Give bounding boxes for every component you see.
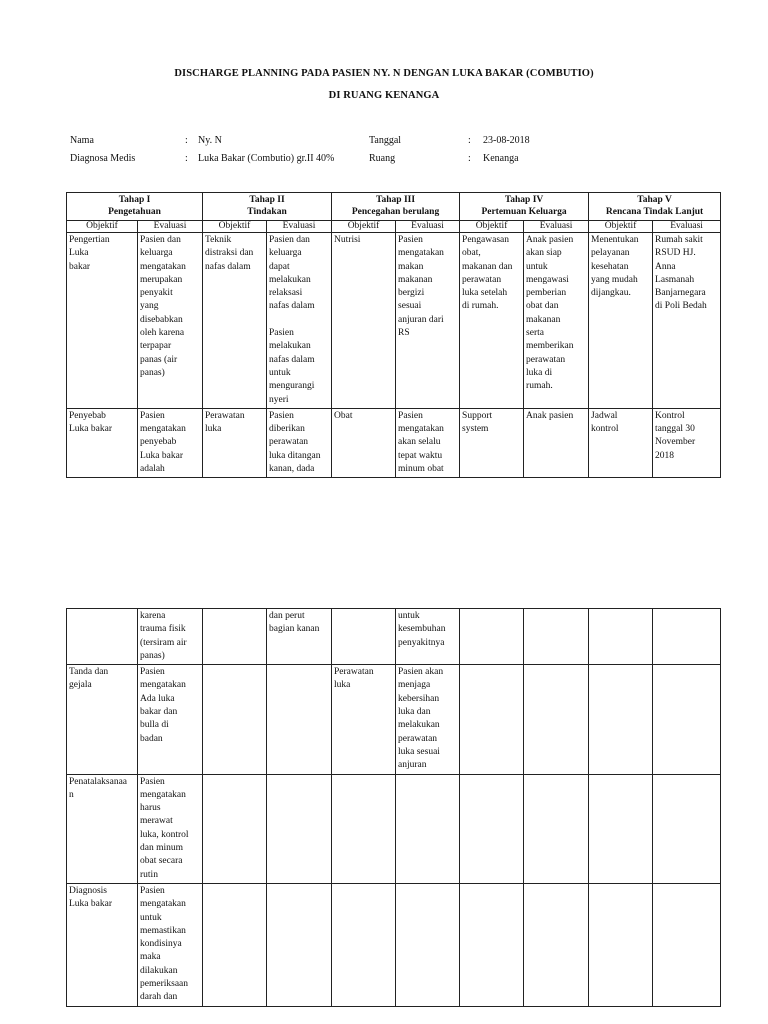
table-cell (203, 665, 267, 774)
stage-name: Tindakan (247, 207, 287, 217)
tanggal-label: Tanggal (369, 135, 402, 146)
subheader-evaluasi: Evaluasi (267, 221, 332, 233)
table-row (67, 774, 721, 883)
table-cell: Anak pasien akan siap untuk mengawasi pemberian obat dan makanan serta memberikan perawatan luka di rumah. (524, 233, 589, 409)
table-cell (460, 609, 524, 665)
nama-colon: : (185, 135, 188, 146)
discharge-table-page1 (66, 192, 721, 478)
subheader-objektif: Objektif (589, 221, 653, 233)
subheader-objektif: Objektif (203, 221, 267, 233)
stage-label: Tahap II (249, 195, 285, 205)
stage-name: Pengetahuan (108, 207, 161, 217)
nama-value: Ny. N (198, 135, 222, 146)
table-cell: Pasien diberikan perawatan luka ditangan kanan, dada (267, 408, 332, 477)
table-cell: untuk kesembuhan penyakitnya (396, 609, 460, 665)
tanggal-colon: : (468, 135, 471, 146)
table-cell (267, 665, 332, 774)
table-cell: Pengertian Luka bakar (67, 233, 138, 409)
table-cell: Pasien mengatakan harus merawat luka, kontrol dan minum obat secara rutin (138, 774, 203, 883)
subheader-evaluasi: Evaluasi (138, 221, 203, 233)
document-subtitle: DI RUANG KENANGA (328, 90, 440, 101)
table-cell (67, 609, 138, 665)
table-cell: Menentukan pelayanan kesehatan yang mudah dijangkau. (589, 233, 653, 409)
table-cell (524, 609, 589, 665)
stage-label: Tahap I (118, 195, 151, 205)
table-cell (524, 665, 589, 774)
ruang-colon: : (468, 153, 471, 164)
table-cell (653, 883, 721, 1006)
table-cell (203, 609, 267, 665)
table-cell: Pasien akan menjaga kebersihan luka dan melakukan perawatan luka sesuai anjuran (396, 665, 460, 774)
table-cell: Pasien mengatakan akan selalu tepat waktu minum obat (396, 408, 460, 477)
table-row (67, 609, 721, 665)
stage-header-4 (460, 193, 589, 221)
table-cell (460, 665, 524, 774)
table-cell (332, 774, 396, 883)
subheader-evaluasi: Evaluasi (653, 221, 721, 233)
stage-name: Pencegahan berulang (351, 207, 440, 217)
subheader-evaluasi: Evaluasi (524, 221, 589, 233)
nama-label: Nama (70, 135, 94, 146)
table-cell (524, 883, 589, 1006)
table-cell: Perawatan luka (332, 665, 396, 774)
table-cell (396, 774, 460, 883)
table-cell: Nutrisi (332, 233, 396, 409)
subheader-objektif: Objektif (67, 221, 138, 233)
table-cell: Pasien mengatakan penyebab Luka bakar adalah (138, 408, 203, 477)
stage-header-1 (67, 193, 203, 221)
table-cell (589, 883, 653, 1006)
table-cell (332, 883, 396, 1006)
stage-name: Pertemuan Keluarga (481, 207, 567, 217)
subheader-row (67, 221, 721, 233)
table-cell (589, 609, 653, 665)
table-cell: Jadwal kontrol (589, 408, 653, 477)
table-cell: Pasien mengatakan Ada luka bakar dan bulla di badan (138, 665, 203, 774)
table-cell: Obat (332, 408, 396, 477)
stage-label: Tahap IV (504, 195, 544, 205)
stage-header-2 (203, 193, 332, 221)
table-cell (653, 665, 721, 774)
stage-name: Rencana Tindak Lanjut (605, 207, 704, 217)
table-cell: Penyebab Luka bakar (67, 408, 138, 477)
stage-label: Tahap III (376, 195, 416, 205)
table-row (67, 233, 721, 409)
table-cell: Anak pasien (524, 408, 589, 477)
table-cell: Pengawasan obat, makanan dan perawatan luka setelah di rumah. (460, 233, 524, 409)
table-cell: Perawatan luka (203, 408, 267, 477)
table-cell: Pasien dan keluarga mengatakan merupakan penyakit yang disebabkan oleh karena terpapar panas (air panas) (138, 233, 203, 409)
table-cell (524, 774, 589, 883)
table-cell (589, 774, 653, 883)
table-cell: Diagnosis Luka bakar (67, 883, 138, 1006)
table-cell (332, 609, 396, 665)
subheader-objektif: Objektif (332, 221, 396, 233)
table-cell: Pasien mengatakan untuk memastikan kondisinya maka dilakukan pemeriksaan darah dan (138, 883, 203, 1006)
table-cell: Rumah sakit RSUD HJ. Anna Lasmanah Banjarnegara di Poli Bedah (653, 233, 721, 409)
tanggal-value: 23-08-2018 (483, 135, 530, 146)
table-cell: dan perut bagian kanan (267, 609, 332, 665)
stage-header-3 (332, 193, 460, 221)
table-cell (653, 774, 721, 883)
table-cell: Support system (460, 408, 524, 477)
table-cell: Penatalaksanaa n (67, 774, 138, 883)
table-row (67, 665, 721, 774)
table-cell (589, 665, 653, 774)
table-row (67, 408, 721, 477)
table-cell: Teknik distraksi dan nafas dalam (203, 233, 267, 409)
table-cell (460, 774, 524, 883)
diagnosa-colon: : (185, 153, 188, 164)
table-cell (653, 609, 721, 665)
table-cell (396, 883, 460, 1006)
document-title: DISCHARGE PLANNING PADA PASIEN NY. N DENGAN LUKA BAKAR (COMBUTIO) (174, 68, 594, 79)
stage-header-5 (589, 193, 721, 221)
diagnosa-label: Diagnosa Medis (70, 153, 136, 164)
table-cell (460, 883, 524, 1006)
table-cell (203, 774, 267, 883)
table-cell: Pasien mengatakan makan makanan bergizi sesuai anjuran dari RS (396, 233, 460, 409)
table-cell: Pasien dan keluarga dapat melakukan relaksasi nafas dalam Pasien melakukan nafas dalam untuk mengurangi nyeri (267, 233, 332, 409)
ruang-value: Kenanga (483, 153, 519, 164)
subheader-evaluasi: Evaluasi (396, 221, 460, 233)
table-row (67, 883, 721, 1006)
stage-label: Tahap V (637, 195, 672, 205)
table-cell: karena trauma fisik (tersiram air panas) (138, 609, 203, 665)
table-cell (267, 883, 332, 1006)
diagnosa-value: Luka Bakar (Combutio) gr.II 40% (198, 153, 335, 164)
ruang-label: Ruang (369, 153, 396, 164)
table-cell: Tanda dan gejala (67, 665, 138, 774)
table-cell: Kontrol tanggal 30 November 2018 (653, 408, 721, 477)
table-cell (267, 774, 332, 883)
discharge-table-page2 (66, 608, 721, 1007)
table-cell (203, 883, 267, 1006)
subheader-objektif: Objektif (460, 221, 524, 233)
